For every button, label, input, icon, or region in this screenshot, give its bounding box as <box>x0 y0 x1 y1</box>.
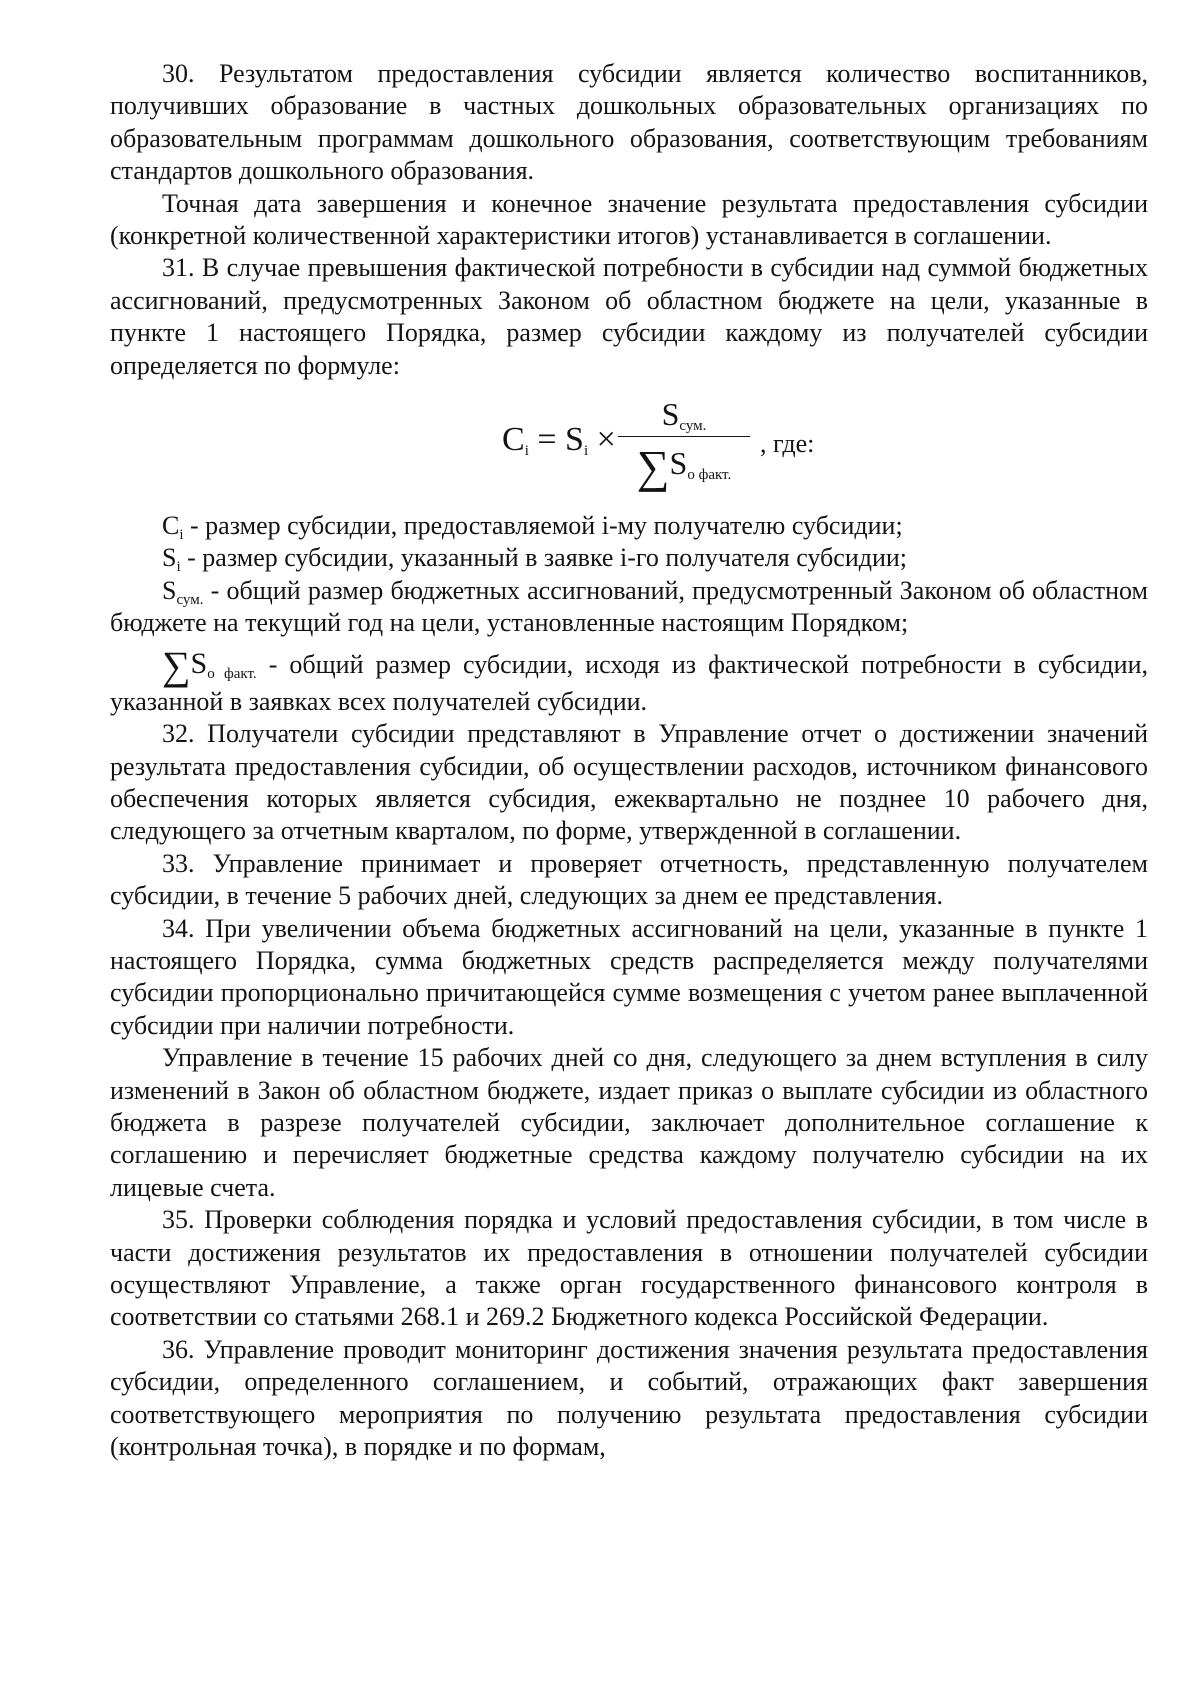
formula-den-s: S <box>669 445 688 482</box>
formula-times: × <box>588 421 616 459</box>
si-text: - размер субсидии, указанный в заявке i-го получателя субсидии; <box>180 543 908 573</box>
sigma-symbol: ∑ <box>636 441 670 493</box>
ci-sub: i <box>179 527 184 544</box>
formula-den-sub: о факт. <box>687 467 732 484</box>
si-sub: i <box>176 559 181 576</box>
sfact-text: - общий размер субсидии, исходя из фактической потребности в субсидии, указанной в заявках всех получателей субсидии. <box>110 649 1148 716</box>
formula-c: C <box>502 421 525 459</box>
document-page <box>110 58 1148 1463</box>
formula-c-sub: i <box>524 443 529 460</box>
formula-s-sub: i <box>583 443 589 460</box>
paragraph-30-date: Точная дата завершения и конечное значение результата предоставления субсидии (конкретной количественной характеристики итогов) устанавливается в соглашении. <box>110 188 1148 251</box>
formula-denominator <box>618 441 750 493</box>
sfact-sigma: ∑ <box>162 642 191 688</box>
ssum-sub: сум. <box>176 591 204 608</box>
definition-ssum <box>110 575 1148 640</box>
ssum-symbol: S <box>162 575 177 605</box>
formula-fraction <box>618 394 750 493</box>
sfact-sub: о факт. <box>207 665 257 682</box>
ssum-text: - общий размер бюджетных ассигнований, предусмотренный Законом об областном бюджете на текущий год на цели, установленные настоящим Порядком; <box>110 575 1148 638</box>
paragraph-36: 36. Управление проводит мониторинг достижения значения результата предоставления субсидии, определенного соглашением, и событий, отражающих факт завершения соответствующего мероприятия по получению результата предоставления субсидии (контрольная точка), в порядке и по формам, <box>110 1334 1148 1462</box>
ci-text: - размер субсидии, предоставляемой i-му получателю субсидии; <box>183 511 903 541</box>
formula-lhs <box>502 421 616 460</box>
formula-numerator <box>618 394 750 434</box>
formula-equals: = <box>528 421 566 459</box>
definition-si <box>110 542 1148 574</box>
paragraph-30: 30. Результатом предоставления субсидии является количество воспитанников, получивших образование в частных дошкольных образовательных организациях по образовательным программам дошкольного образования, соответствующим требованиям стандартов дошкольного образования. <box>110 59 1148 186</box>
sfact-symbol: S <box>190 646 208 680</box>
fraction-bar <box>618 436 750 437</box>
subsidy-formula <box>110 388 1148 506</box>
formula-num-s: S <box>661 396 680 433</box>
paragraph-32: 32. Получатели субсидии представляют в Управление отчет о достижении значений результата предоставления субсидии, об осуществлении расходов, источником финансового обеспечения которых является субсидия, ежеквартально не позднее 10 рабочего дня, следующего за отчетным кварталом, по форме, утвержденной в соглашении. <box>110 719 1148 846</box>
paragraph-34-management: Управление в течение 15 рабочих дней со дня, следующего за днем вступления в силу изменений в Закон об областном бюджете, издает приказ о выплате субсидии из областного бюджета в разрезе получателей субсидии, заключает дополнительное соглашение к соглашению и перечисляет бюджетные средства каждому получателю субсидии на их лицевые счета. <box>110 1043 1148 1202</box>
formula-s: S <box>565 421 584 459</box>
paragraph-31: 31. В случае превышения фактической потребности в субсидии над суммой бюджетных ассигнований, предусмотренных Законом об областном бюджете на цели, указанные в пункте 1 настоящего Порядка, размер субсидии каждому из получателей субсидии определяется по формуле: <box>110 253 1148 380</box>
paragraph-34: 34. При увеличении объема бюджетных ассигнований на цели, указанные в пункте 1 настоящего Порядка, сумма бюджетных средств распределяется между получателями субсидии пропорционально причитающейся сумме возмещения с учетом ранее выплаченной субсидии при наличии потребности. <box>110 913 1148 1040</box>
paragraph-33: 33. Управление принимает и проверяет отчетность, представленную получателем субсидии, в течение 5 рабочих дней, следующих за днем ее представления. <box>110 848 1148 911</box>
definition-sfact <box>110 642 1148 718</box>
ci-symbol: C <box>162 511 180 541</box>
formula-where: , где: <box>760 429 815 459</box>
definition-ci <box>110 510 1148 542</box>
formula-num-sub: сум. <box>679 418 707 435</box>
si-symbol: S <box>162 543 177 573</box>
paragraph-35: 35. Проверки соблюдения порядка и условий предоставления субсидии, в том числе в части достижения результатов их предоставления в отношении получателей субсидии осуществляют Управление, а также орган государственного финансового контроля в соответствии со статьями 268.1 и 269.2 Бюджетного кодекса Российской Федерации. <box>110 1205 1148 1332</box>
